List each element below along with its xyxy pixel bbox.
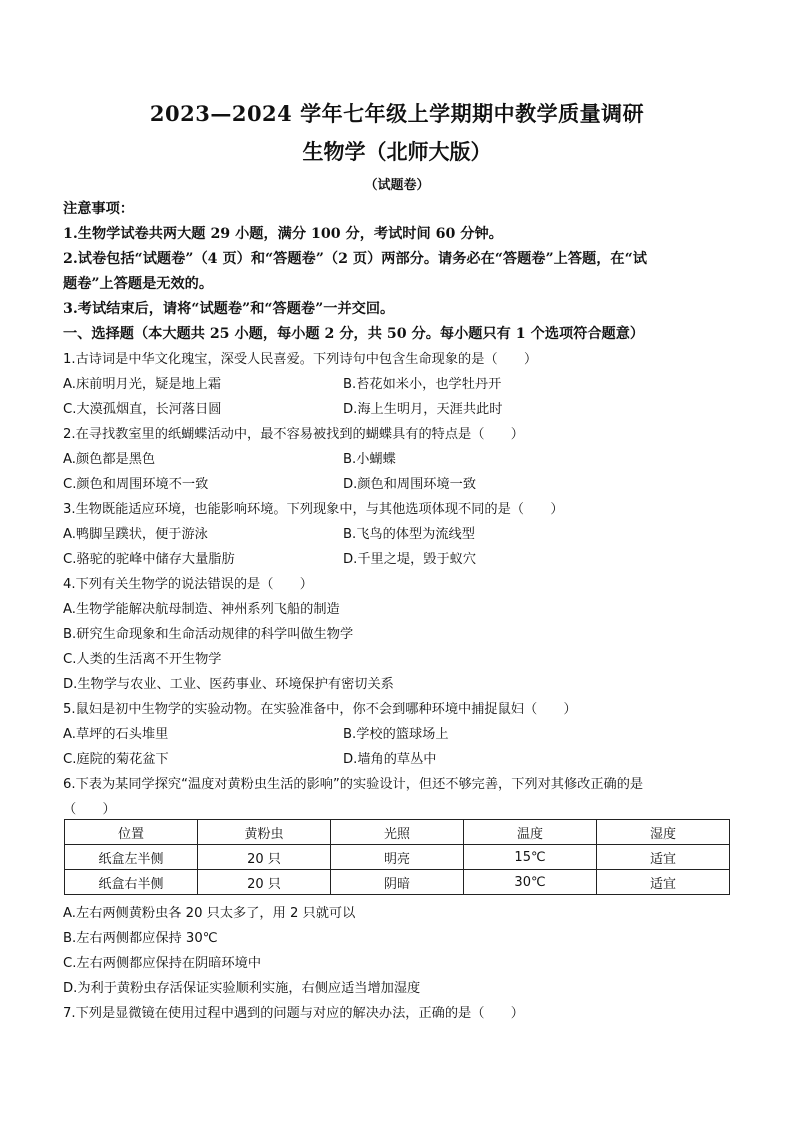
question-6-option-d: D.为利于黄粉虫存活保证实验顺利实施，右侧应适当增加湿度 — [63, 981, 421, 996]
question-4-option-a: A.生物学能解决航母制造、神州系列飞船的制造 — [63, 602, 340, 617]
question-6-option-c: C.左右两侧都应保持在阴暗环境中 — [63, 956, 262, 971]
question-4-stem: 4.下列有关生物学的说法错误的是（ ） — [63, 577, 313, 592]
notes-heading: 注意事项： — [63, 201, 134, 217]
question-3-stem: 3.生物既能适应环境，也能影响环境。下列现象中，与其他选项体现不同的是（ ） — [63, 502, 564, 517]
question-2-option-b: B.小蝴蝶 — [343, 452, 396, 467]
question-1-stem: 1.古诗词是中华文化瑰宝，深受人民喜爱。下列诗句中包含生命现象的是（ ） — [63, 352, 538, 367]
note-item-1: 1.生物学试卷共两大题 29 小题，满分 100 分，考试时间 60 分钟。 — [63, 226, 503, 242]
note-item-2-cont: 题卷”上答题是无效的。 — [63, 276, 214, 292]
question-6-stem-cont: （ ） — [63, 802, 116, 817]
question-1-option-d: D.海上生明月，天涯共此时 — [343, 402, 503, 417]
table-cell: 20 只 — [198, 870, 331, 895]
table-header-cell: 位置 — [65, 820, 198, 845]
table-cell: 30℃ — [464, 870, 597, 895]
question-2-option-c: C.颜色和周围环境不一致 — [63, 477, 209, 492]
table-header-row — [65, 820, 730, 845]
table-header-cell: 湿度 — [597, 820, 730, 845]
table-cell: 适宜 — [597, 845, 730, 870]
table-cell: 纸盒右半侧 — [65, 870, 198, 895]
question-6-option-b: B.左右两侧都应保持 30℃ — [63, 931, 218, 946]
exam-subtitle: 生物学（北师大版） — [302, 139, 492, 164]
question-2-option-a: A.颜色都是黑色 — [63, 452, 156, 467]
question-5-option-a: A.草坪的石头堆里 — [63, 727, 169, 742]
table-header-cell: 温度 — [464, 820, 597, 845]
table-cell: 15℃ — [464, 845, 597, 870]
question-6-option-a: A.左右两侧黄粉虫各 20 只太多了，用 2 只就可以 — [63, 906, 356, 921]
question-2-option-d: D.颜色和周围环境一致 — [343, 477, 477, 492]
note-item-3: 3.考试结束后，请将“试题卷”和“答题卷”一并交回。 — [63, 301, 395, 317]
table-header-cell: 光照 — [331, 820, 464, 845]
table-cell: 20 只 — [198, 845, 331, 870]
question-4-option-d: D.生物学与农业、工业、医药事业、环境保护有密切关系 — [63, 677, 394, 692]
table-cell: 明亮 — [331, 845, 464, 870]
question-3-option-a: A.鸭脚呈蹼状，便于游泳 — [63, 527, 208, 542]
table-row — [65, 870, 730, 895]
exam-title: 2023—2024 学年七年级上学期期中教学质量调研 — [149, 101, 645, 126]
question-3-option-c: C.骆驼的驼峰中储存大量脂肪 — [63, 552, 235, 567]
experiment-table — [64, 819, 730, 895]
question-5-stem: 5.鼠妇是初中生物学的实验动物。在实验准备中，你不会到哪种环境中捕捉鼠妇（ ） — [63, 702, 577, 717]
paper-type-label: （试题卷） — [364, 178, 430, 193]
table-row — [65, 845, 730, 870]
question-5-option-b: B.学校的篮球场上 — [343, 727, 449, 742]
question-4-option-c: C.人类的生活离不开生物学 — [63, 652, 222, 667]
table-cell: 适宜 — [597, 870, 730, 895]
question-2-stem: 2.在寻找教室里的纸蝴蝶活动中，最不容易被找到的蝴蝶具有的特点是（ ） — [63, 427, 524, 442]
question-6-stem: 6.下表为某同学探究“温度对黄粉虫生活的影响”的实验设计，但还不够完善，下列对其修改正确的是 — [63, 777, 644, 792]
question-1-option-b: B.苔花如米小，也学牡丹开 — [343, 377, 502, 392]
question-4-option-b: B.研究生命现象和生命活动规律的科学叫做生物学 — [63, 627, 354, 642]
table-cell: 纸盒左半侧 — [65, 845, 198, 870]
table-cell: 阴暗 — [331, 870, 464, 895]
section-heading: 一、选择题（本大题共 25 小题，每小题 2 分，共 50 分。每小题只有 1 个选项符合题意） — [63, 326, 645, 342]
question-3-option-d: D.千里之堤，毁于蚁穴 — [343, 552, 477, 567]
question-5-option-d: D.墙角的草丛中 — [343, 752, 437, 767]
note-item-2: 2.试卷包括“试题卷”（4 页）和“答题卷”（2 页）两部分。请务必在“答题卷”上答题，在“试 — [63, 251, 647, 267]
question-5-option-c: C.庭院的菊花盆下 — [63, 752, 169, 767]
question-1-option-c: C.大漠孤烟直，长河落日圆 — [63, 402, 222, 417]
question-7-stem: 7.下列是显微镜在使用过程中遇到的问题与对应的解决办法，正确的是（ ） — [63, 1006, 524, 1021]
question-3-option-b: B.飞鸟的体型为流线型 — [343, 527, 475, 542]
table-header-cell: 黄粉虫 — [198, 820, 331, 845]
question-1-option-a: A.床前明月光，疑是地上霜 — [63, 377, 222, 392]
